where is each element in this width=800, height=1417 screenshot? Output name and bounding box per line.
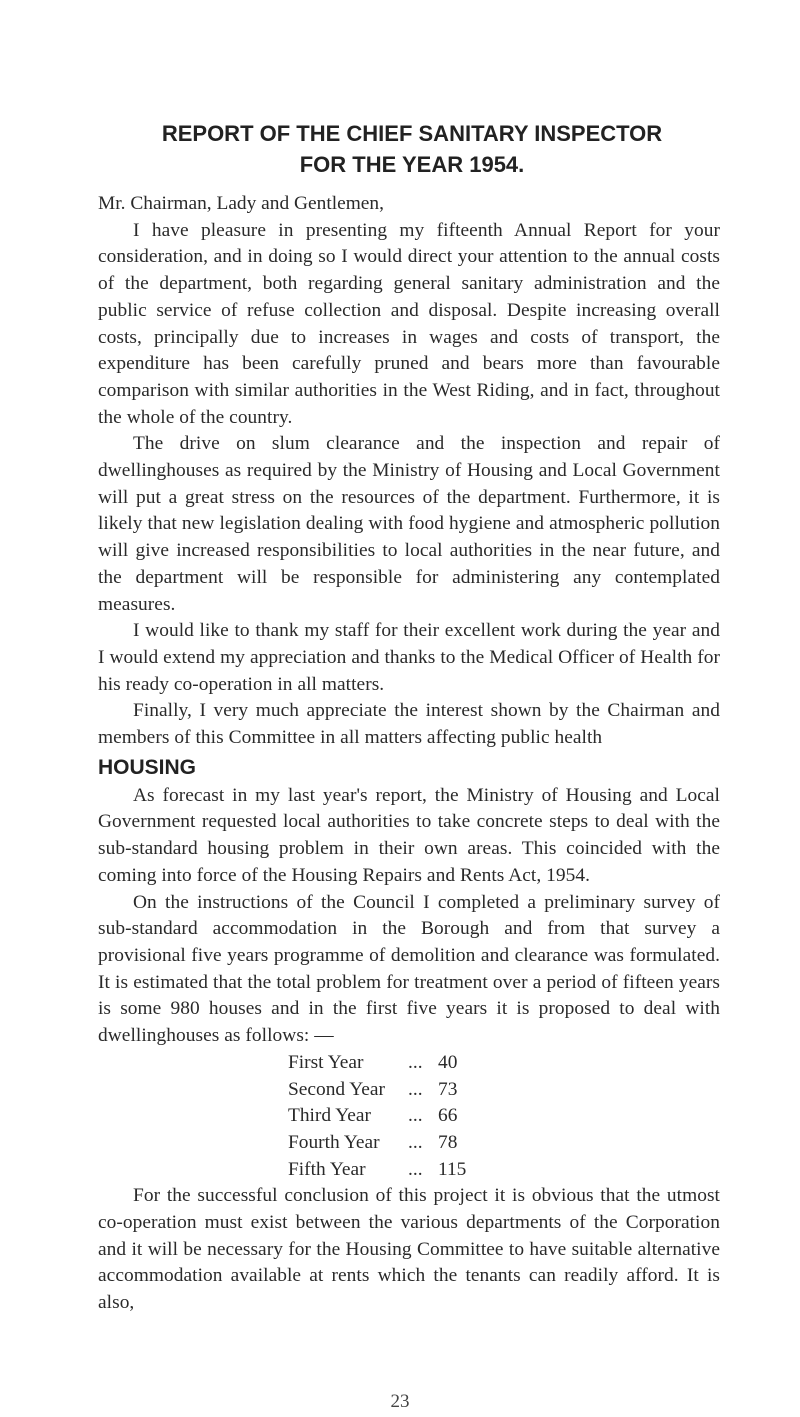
schedule-count: 66	[438, 1105, 458, 1127]
schedule-row	[288, 1050, 720, 1077]
salutation: Mr. Chairman, Lady and Gentlemen,	[98, 193, 384, 214]
page-number: 23	[390, 1391, 410, 1412]
schedule-row	[288, 1157, 720, 1184]
title-line-2: FOR THE YEAR 1954.	[299, 152, 525, 177]
schedule-dots: ...	[408, 1131, 423, 1153]
schedule-count: 40	[438, 1051, 458, 1073]
schedule-year: Fourth Year	[288, 1131, 380, 1153]
schedule-count: 73	[438, 1078, 458, 1100]
report-title	[98, 118, 720, 180]
schedule-row	[288, 1130, 720, 1157]
schedule-year: Fifth Year	[288, 1158, 366, 1180]
report-page	[98, 118, 720, 1317]
intro-paragraph: The drive on slum clearance and the inspection and repair of dwellinghouses as required by the Ministry of Housing and Local Government will put a great stress on the resources of the department. Furthermore, it is likely that new legislation dealing with food hygiene and atmospheric pollution will give increased responsibilities to local authorities in the near future, and the department will be responsible for administering any contemplated measures.	[98, 433, 720, 615]
schedule-year: Second Year	[288, 1078, 385, 1100]
schedule-dots: ...	[408, 1078, 423, 1100]
intro-paragraph: I have pleasure in presenting my fifteenth Annual Report for your consideration, and in doing so I would direct your attention to the annual costs of the department, both regarding general sanitary administration and the public service of refuse collection and disposal. Despite increasing overall costs, principally due to increases in wages and costs of transport, the expenditure has been carefully pruned and bears more than favourable comparison with similar authorities in the West Riding, and in fact, throughout the whole of the country.	[98, 219, 720, 428]
schedule-count: 115	[438, 1158, 467, 1180]
housing-paragraph: As forecast in my last year's report, the Ministry of Housing and Local Government requested local authorities to take concrete steps to deal with the sub-standard housing problem in their own areas. This coincided with the coming into force of the Housing Repairs and Rents Act, 1954.	[98, 784, 720, 886]
intro-paragraph: Finally, I very much appreciate the interest shown by the Chairman and members of this Committee in all matters affecting public health	[98, 700, 720, 749]
schedule-row	[288, 1103, 720, 1130]
schedule-row	[288, 1077, 720, 1104]
schedule-dots: ...	[408, 1158, 423, 1180]
schedule-year: First Year	[288, 1051, 364, 1073]
demolition-schedule	[288, 1050, 720, 1184]
schedule-dots: ...	[408, 1105, 423, 1127]
title-line-1: REPORT OF THE CHIEF SANITARY INSPECTOR	[161, 121, 663, 146]
housing-paragraph: On the instructions of the Council I completed a preliminary survey of sub-standard accommodation in the Borough and from that survey a provisional five years programme of demolition and clearance was formulated. It is estimated that the total problem for treatment over a period of fifteen years is some 980 houses and in the first five years it is proposed to deal with dwellinghouses as follows: —	[98, 891, 720, 1047]
schedule-count: 78	[438, 1131, 458, 1153]
schedule-year: Third Year	[288, 1105, 371, 1127]
housing-heading: HOUSING	[98, 755, 197, 779]
closing-paragraph: For the successful conclusion of this project it is obvious that the utmost co-operation must exist between the various departments of the Corporation and it will be necessary for the Housing Committee to have suitable alternative accommodation available at rents which the tenants can readily afford. It is also,	[98, 1185, 720, 1314]
schedule-dots: ...	[408, 1051, 423, 1073]
intro-paragraph: I would like to thank my staff for their excellent work during the year and I would extend my appreciation and thanks to the Medical Officer of Health for his ready co-operation in all matters.	[98, 620, 720, 695]
